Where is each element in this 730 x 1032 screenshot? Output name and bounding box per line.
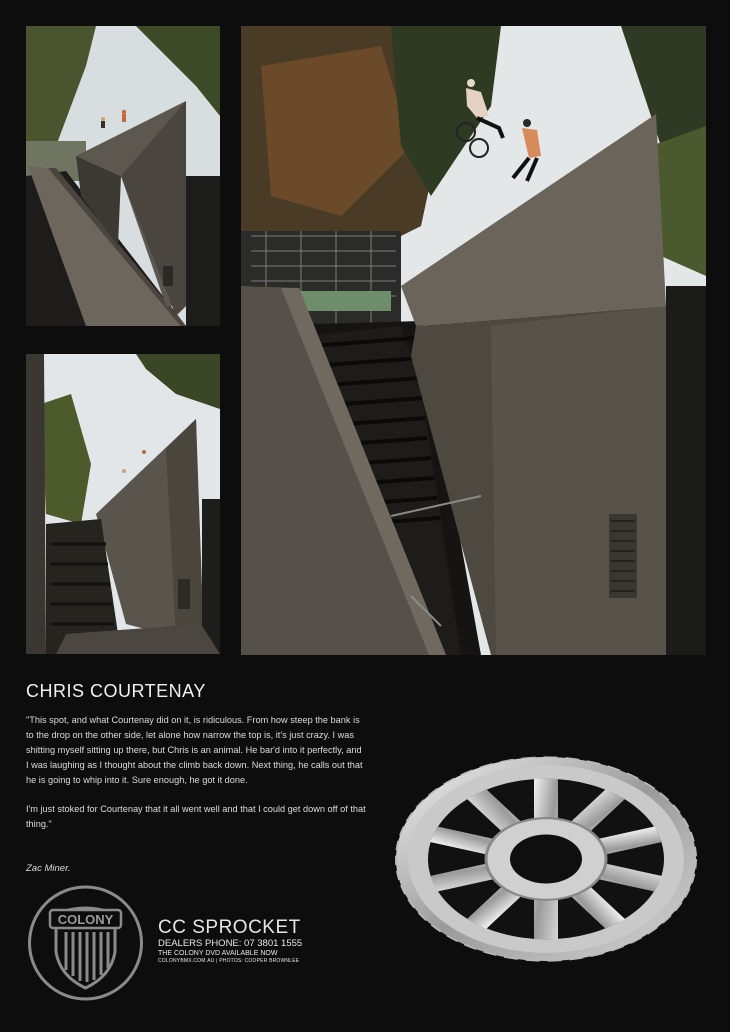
quote-paragraph-2: I'm just stoked for Courtenay that it all went well and that I could get down off of that thing.": [26, 804, 366, 829]
photo-bank-wide-shot: [26, 26, 220, 326]
dealers-phone: DEALERS PHONE: 07 3801 1555: [158, 938, 303, 949]
website-photo-credit: COLONYBMX.COM.AU | PHOTOS: COOPER BROWNLEE: [158, 958, 300, 964]
product-info: [158, 918, 302, 965]
sprocket-product-image: [390, 752, 702, 966]
quote-signature: Zac Miner.: [26, 863, 71, 874]
dvd-announcement: THE COLONY DVD AVAILABLE NOW: [158, 950, 278, 957]
photo-bank-side-angle: [26, 354, 220, 654]
colony-logo-wordmark: COLONY: [57, 912, 114, 927]
product-name: CC SPROCKET: [158, 917, 301, 938]
quote-paragraph-1: "This spot, and what Courtenay did on it, is ridiculous. From how steep the bank is to the drop on the other side, let alone how narrow the top is, it's just crazy. I was shitting myself sitting up there, but Chris is an animal. He bar'd into it perfectly, and I was laughing as I thought about the climb back down. Next thing, he calls out that he is going to whip into it. Sure enough, he got it done.: [26, 715, 363, 785]
colony-logo: [26, 884, 145, 1002]
article-title: CHRIS COURTENAY: [26, 681, 206, 701]
photo-rider-airborne: [241, 26, 706, 655]
rider-quote: [26, 713, 366, 846]
